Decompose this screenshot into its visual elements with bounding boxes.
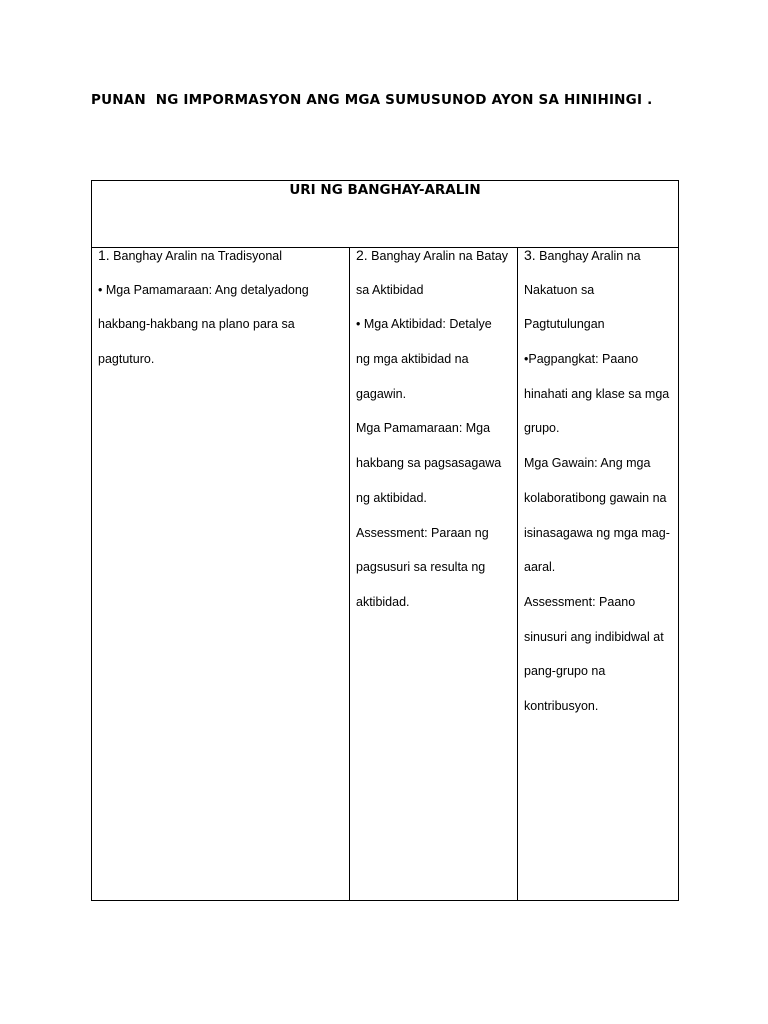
text-line: Mga Gawain: Ang mga xyxy=(524,456,651,471)
text-line: ng aktibidad. xyxy=(356,490,427,505)
text-line: hakbang-hakbang na plano para sa xyxy=(98,317,295,332)
column-collaborative xyxy=(518,248,679,901)
column-number: 1. xyxy=(98,247,110,263)
column-title: Banghay Aralin na xyxy=(535,249,641,263)
text-line: kontribusyon. xyxy=(524,698,599,713)
table-title: URI NG BANGHAY-ARALIN xyxy=(289,182,481,198)
text-line: Mga Pamamaraan: Mga xyxy=(356,421,491,436)
text-line: Nakatuon sa xyxy=(524,282,595,297)
text-line: gagawin. xyxy=(356,386,407,401)
column-title: Banghay Aralin na Batay xyxy=(367,249,509,263)
column-number: 2. xyxy=(356,247,368,263)
text-line: hinahati ang klase sa mga xyxy=(524,386,670,401)
text-line: pagtuturo. xyxy=(98,352,155,367)
column-number: 3. xyxy=(524,247,536,263)
text-line: ng mga aktibidad na xyxy=(356,352,469,367)
column-title: Banghay Aralin na Tradisyonal xyxy=(109,249,283,263)
text-line: aktibidad. xyxy=(356,594,410,609)
text-line: isinasagawa ng mga mag- xyxy=(524,525,670,540)
text-line: hakbang sa pagsasagawa xyxy=(356,456,502,471)
text-line: Assessment: Paano xyxy=(524,594,636,609)
text-line: grupo. xyxy=(524,421,560,436)
text-line: •Pagpangkat: Paano xyxy=(524,352,639,367)
text-line: kolaboratibong gawain na xyxy=(524,490,667,505)
column-header-line xyxy=(524,238,672,273)
column-header-line xyxy=(356,238,511,273)
text-line: • Mga Pamamaraan: Ang detalyadong xyxy=(98,282,309,297)
text-line: Pagtutulungan xyxy=(524,317,605,332)
text-line: Assessment: Paraan ng xyxy=(356,525,489,540)
lesson-plan-types-table xyxy=(91,180,679,901)
text-line: • Mga Aktibidad: Detalye xyxy=(356,317,492,332)
text-line: pang-grupo na xyxy=(524,664,606,679)
text-line: aaral. xyxy=(524,560,556,575)
column-traditional xyxy=(92,248,350,901)
column-activity-based xyxy=(350,248,518,901)
page-heading: PUNAN NG IMPORMASYON ANG MGA SUMUSUNOD AYON SA HINIHINGI . xyxy=(91,92,653,108)
text-line: sa Aktibidad xyxy=(356,282,424,297)
column-header-line xyxy=(98,238,343,273)
text-line: pagsusuri sa resulta ng xyxy=(356,560,486,575)
text-line: sinusuri ang indibidwal at xyxy=(524,629,664,644)
